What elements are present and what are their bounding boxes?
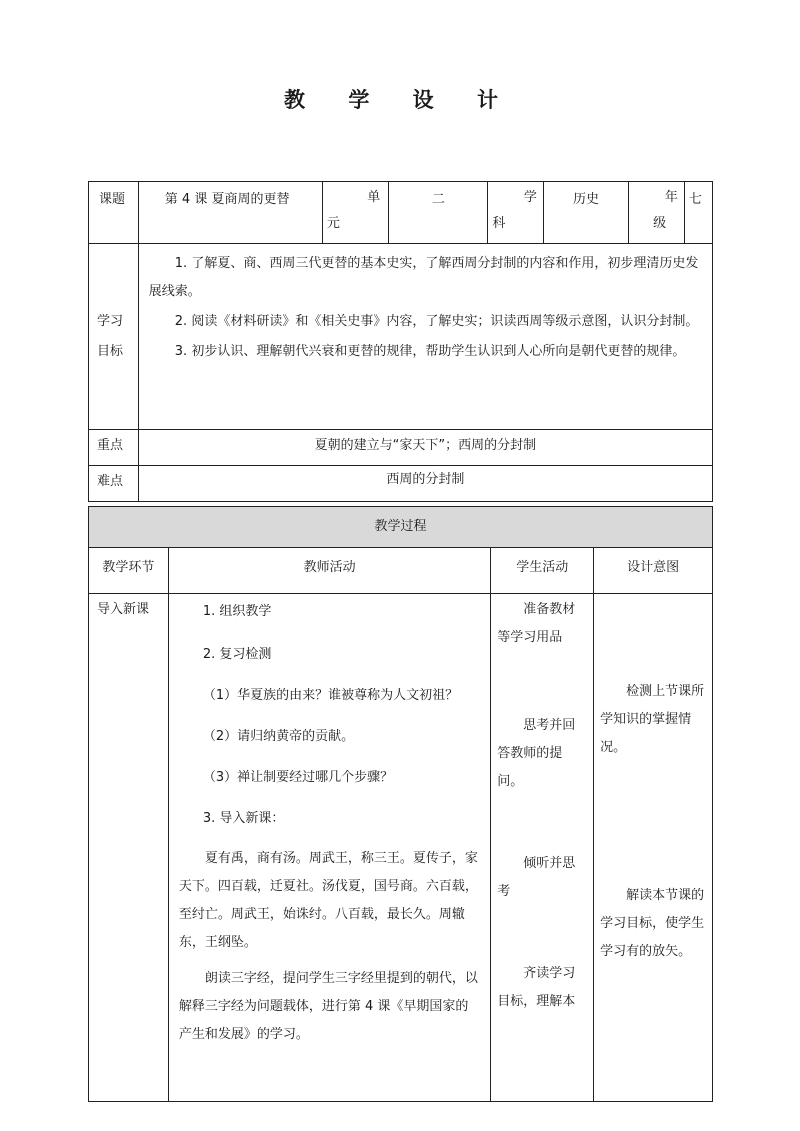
review-question: （1）华夏族的由来？谁被尊称为人文初祖？ — [202, 688, 459, 703]
unit-value: 二 — [389, 182, 488, 244]
lesson-info-table — [88, 181, 713, 502]
unit-label-bottom: 元 — [326, 215, 340, 231]
unit-label — [322, 182, 388, 244]
objective-item: 2. 阅读《材料研读》和《相关史事》内容，了解史实；识读西周等级示意图，认识分封制。 — [174, 314, 699, 329]
stage-label: 导入新课 — [89, 594, 169, 1102]
intro-paragraph: 朗读三字经，提问学生三字经里提到的朝代，以解释三字经为问题载体，进行第 4 课《早期国家的产生和发展》的学习。 — [178, 971, 478, 1042]
focus-value: 夏朝的建立与“家天下”；西周的分封制 — [138, 430, 712, 466]
teacher-step: 3. 导入新课： — [202, 811, 285, 826]
column-header: 教学环节 — [89, 548, 169, 594]
grade-label — [629, 182, 685, 244]
column-header: 学生活动 — [491, 548, 594, 594]
student-item: 准备教材等学习用品 — [497, 602, 576, 645]
process-heading: 教学过程 — [89, 507, 713, 548]
grade-label-top: 年 — [664, 190, 678, 205]
subject-label-top: 学 — [523, 190, 537, 205]
review-question: （2）请归纳黄帝的贡献。 — [202, 729, 355, 744]
topic-label: 课题 — [89, 182, 139, 244]
subject-label-bottom: 科 — [492, 215, 506, 231]
teacher-activity — [168, 594, 490, 1102]
intent-item: 检测上节课所学知识的掌握情况。 — [600, 684, 705, 755]
unit-label-top: 单 — [367, 190, 381, 205]
objectives-label-top: 学习 — [97, 313, 124, 329]
review-question: （3）禅让制要经过哪几个步骤？ — [202, 770, 394, 785]
sanzijing-passage: 夏有禹，商有汤。周武王，称三王。夏传子，家天下。四百载，迁夏社。汤伐夏，国号商。六百载，至纣亡。周武王，始诛纣。八百载，最长久。周辙东，王纲坠。 — [178, 851, 478, 950]
student-item: 思考并回答教师的提问。 — [497, 718, 576, 789]
grade-value: 七 — [684, 182, 712, 244]
focus-label: 重点 — [89, 430, 139, 466]
teacher-step: 2. 复习检测 — [202, 647, 272, 662]
intent-item: 解读本节课的学习目标，使学生学习有的放矢。 — [600, 888, 705, 959]
objectives-label-bottom: 目标 — [97, 343, 124, 359]
student-item: 倾听并思考 — [497, 856, 576, 899]
objectives-label — [89, 244, 139, 430]
topic-value: 第 4 课 夏商周的更替 — [138, 182, 322, 244]
objective-item: 1. 了解夏、商、西周三代更替的基本史实，了解西周分封制的内容和作用，初步理清历史发展线索。 — [148, 256, 699, 299]
difficulty-label: 难点 — [89, 466, 139, 502]
teacher-step: 1. 组织教学 — [202, 604, 272, 619]
subject-label — [488, 182, 544, 244]
design-intent — [594, 594, 713, 1102]
column-header: 设计意图 — [594, 548, 713, 594]
objectives-list — [138, 244, 712, 430]
student-item: 齐读学习目标，理解本 — [497, 966, 576, 1009]
column-header: 教师活动 — [168, 548, 490, 594]
teaching-process-table — [88, 506, 713, 1102]
objective-item: 3. 初步认识、理解朝代兴衰和更替的规律，帮助学生认识到人心所向是朝代更替的规律。 — [174, 344, 686, 359]
subject-value: 历史 — [543, 182, 628, 244]
student-activity — [491, 594, 594, 1102]
difficulty-value: 西周的分封制 — [138, 466, 712, 502]
page-title: 教 学 设 计 — [284, 88, 516, 112]
grade-label-bottom: 级 — [653, 215, 667, 231]
